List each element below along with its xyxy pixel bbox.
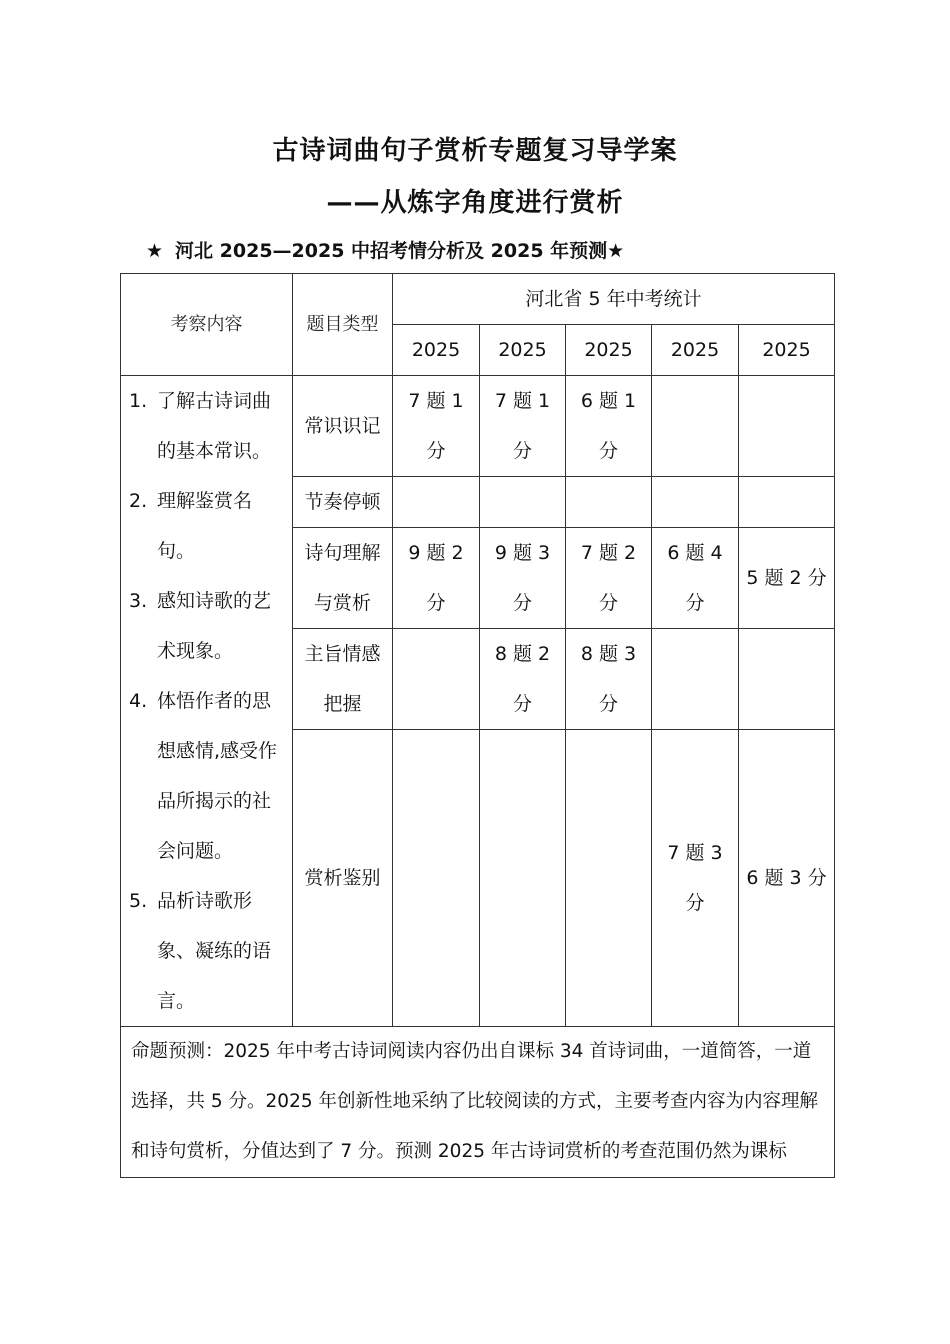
data-cell: 6 题 4 分 <box>652 528 739 629</box>
data-cell: 7 题 1 分 <box>480 376 566 477</box>
data-cell <box>739 376 835 477</box>
data-cell <box>566 730 652 1027</box>
year-cell: 2025 <box>393 325 480 376</box>
type-cell: 节奏停顿 <box>293 477 393 528</box>
section-heading-text: 河北 2025—2025 中招考情分析及 2025 年预测★ <box>175 240 625 262</box>
data-cell: 9 题 2 分 <box>393 528 480 629</box>
data-cell: 8 题 2 分 <box>480 629 566 730</box>
type-cell: 常识识记 <box>293 376 393 477</box>
requirements-cell <box>121 376 293 1027</box>
prediction-row <box>121 1027 835 1178</box>
year-cell: 2025 <box>480 325 566 376</box>
header-content: 考察内容 <box>121 274 293 376</box>
list-item: 2. 理解鉴赏名句。 <box>129 490 253 562</box>
data-cell: 6 题 1 分 <box>566 376 652 477</box>
exam-stats-table <box>120 273 835 1178</box>
data-cell: 7 题 1 分 <box>393 376 480 477</box>
header-stats: 河北省 5 年中考统计 <box>393 274 835 325</box>
data-cell <box>652 477 739 528</box>
section-heading <box>146 236 624 263</box>
list-item: 3. 感知诗歌的艺术现象。 <box>129 590 272 662</box>
data-cell: 5 题 2 分 <box>739 528 835 629</box>
data-cell <box>480 730 566 1027</box>
data-cell <box>393 629 480 730</box>
header-row <box>121 274 835 325</box>
prediction-text: 命题预测：2025 年中考古诗词阅读内容仍出自课标 34 首诗词曲，一道简答，一道选择，共 5 分。2025 年创新性地采纳了比较阅读的方式，主要考查内容为内容理解和诗句赏析，分值达到了 7 分。预测 2025 年古诗词赏析的考查范围仍然为课标 <box>121 1027 835 1178</box>
document-title: 古诗词曲句子赏析专题复习导学案 <box>272 136 678 166</box>
type-cell: 主旨情感把握 <box>293 629 393 730</box>
data-cell <box>480 477 566 528</box>
data-cell <box>393 730 480 1027</box>
data-cell <box>652 629 739 730</box>
data-cell <box>566 477 652 528</box>
requirements-list <box>129 376 284 1026</box>
year-cell: 2025 <box>566 325 652 376</box>
star-icon: ★ <box>146 240 164 262</box>
list-item: 5. 品析诗歌形象、凝练的语言。 <box>129 890 272 1012</box>
type-cell: 诗句理解与赏析 <box>293 528 393 629</box>
list-item: 4. 体悟作者的思想感情,感受作品所揭示的社会问题。 <box>129 690 278 862</box>
document-subtitle: ——从炼字角度进行赏析 <box>326 188 624 218</box>
data-cell: 7 题 3 分 <box>652 730 739 1027</box>
header-type: 题目类型 <box>293 274 393 376</box>
data-cell <box>739 477 835 528</box>
data-cell: 8 题 3 分 <box>566 629 652 730</box>
year-cell: 2025 <box>652 325 739 376</box>
data-cell <box>393 477 480 528</box>
type-cell: 赏析鉴别 <box>293 730 393 1027</box>
year-cell: 2025 <box>739 325 835 376</box>
data-cell: 7 题 2 分 <box>566 528 652 629</box>
table-row <box>121 376 835 477</box>
data-cell: 9 题 3 分 <box>480 528 566 629</box>
list-item: 1. 了解古诗词曲的基本常识。 <box>129 390 272 462</box>
data-cell <box>739 629 835 730</box>
data-cell <box>652 376 739 477</box>
data-cell: 6 题 3 分 <box>739 730 835 1027</box>
